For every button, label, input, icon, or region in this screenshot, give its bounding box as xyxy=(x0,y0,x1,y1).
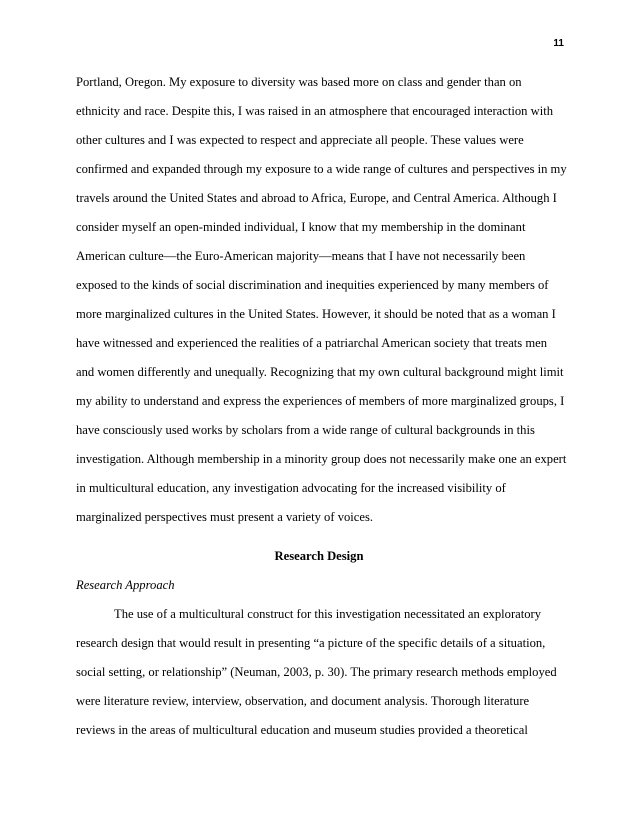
body-line: have consciously used works by scholars from a wide range of cultural backgrounds in this xyxy=(76,423,535,437)
body-line: exposed to the kinds of social discrimination and inequities experienced by many members of xyxy=(76,278,549,292)
body-line: more marginalized cultures in the United States. However, it should be noted that as a woman I xyxy=(76,307,556,321)
body-line: investigation. Although membership in a minority group does not necessarily make one an expert xyxy=(76,452,567,466)
body-line: social setting, or relationship” (Neuman, 2003, p. 30). The primary research methods employed xyxy=(76,665,557,679)
body-line: consider myself an open-minded individual, I know that my membership in the dominant xyxy=(76,220,526,234)
body-line: Portland, Oregon. My exposure to diversity was based more on class and gender than on xyxy=(76,75,522,89)
body-line: marginalized perspectives must present a variety of voices. xyxy=(76,510,374,524)
body-line: travels around the United States and abroad to Africa, Europe, and Central America. Although I xyxy=(76,191,557,205)
body-line: ethnicity and race. Despite this, I was raised in an atmosphere that encouraged interaction with xyxy=(76,104,553,118)
body-line: research design that would result in presenting “a picture of the specific details of a situation, xyxy=(76,636,546,650)
section-heading: Research Design xyxy=(274,549,364,563)
page-number: 11 xyxy=(553,38,564,49)
body-line: have witnessed and experienced the realities of a patriarchal American society that treats men xyxy=(76,336,548,350)
subsection-heading: Research Approach xyxy=(76,578,175,592)
body-line: confirmed and expanded through my exposure to a wide range of cultures and perspectives in my xyxy=(76,162,567,176)
body-line: other cultures and I was expected to respect and appreciate all people. These values were xyxy=(76,133,524,147)
body-line: American culture—the Euro-American majority—means that I have not necessarily been xyxy=(76,249,526,263)
body-line: my ability to understand and express the experiences of members of more marginalized groups, I xyxy=(76,394,565,408)
body-line: in multicultural education, any investigation advocating for the increased visibility of xyxy=(76,481,506,495)
body-line: reviews in the areas of multicultural education and museum studies provided a theoretical xyxy=(76,723,528,737)
body-line: The use of a multicultural construct for this investigation necessitated an exploratory xyxy=(114,607,542,621)
body-line: and women differently and unequally. Recognizing that my own cultural background might limit xyxy=(76,365,564,379)
body-line: were literature review, interview, observation, and document analysis. Thorough literature xyxy=(76,694,530,708)
